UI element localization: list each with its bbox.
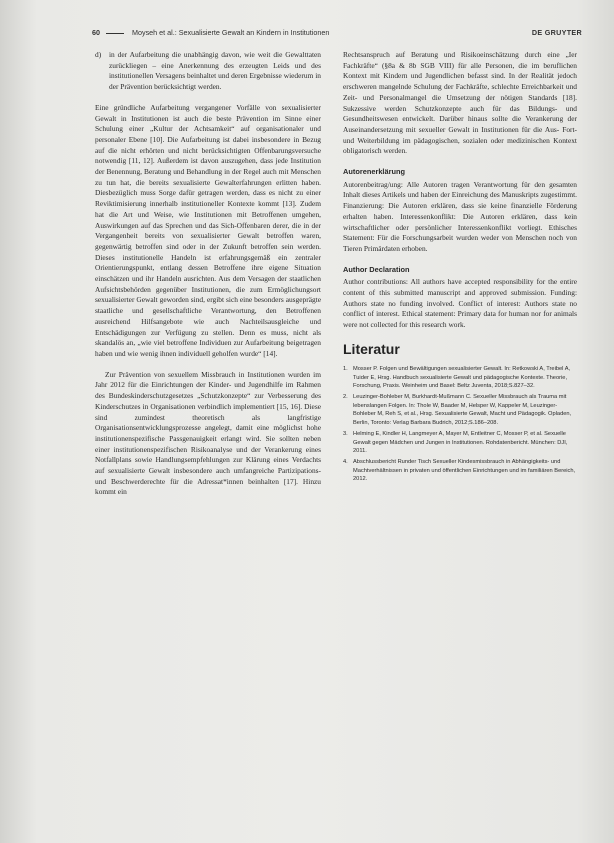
publisher-name: DE GRUYTER [531, 28, 582, 37]
reference-number: 3. [343, 430, 348, 437]
list-item-d [95, 50, 321, 93]
reference-item [343, 430, 577, 456]
body-paragraph: Zur Prävention von sexuellem Missbrauch in Institutionen wurden im Jahr 2012 für die Einrichtungen der Kinder- und Jugendhilfe im Rahmen des Bundeskinderschutzgesetzes „Schutzkonzepte“ zur Verbesserung des Kinderschutzes in Organisationen verbindlich implementiert [15, 16]. Diese sind zumindest theoretisch als langfristige Organisationsentwicklungsprozesse angelegt, damit eine möglichst hohe institutionenspezifische Passgenauigkeit erlangt wird. Sie sollten neben einer institutionenspezifischen Risikoanalyse und der Verankerung eines Notfallplans sowie Handlungsempfehlungen zur Klärung eines Verdachts auf sexualisierte Gewalt insbesondere auch umfangreiche Partizipations- und Beschwerderechte für die Adressat*innen beinhalten [17]. Hinzu kommt ein [95, 369, 321, 497]
declaration-paragraph-en: Author contributions: All authors have accepted responsibility for the entire content of this submitted manuscript and approved submission. Funding: Authors state no funding involved. Conflict of interest: Authors state no conflict of interest. Ethical statement: Primary data for human nor for animals were not collected for this research work. [343, 277, 577, 330]
reference-item [343, 393, 577, 428]
page-number: 60 [92, 28, 100, 37]
reference-text: Helming E, Kindler H, Langmeyer A, Mayer M, Entleitner C, Mosser P, et al. Sexuelle Gewalt gegen Mädchen und Jungen in Institutionen. Rohdatenbericht. München: DJI, 2011. [353, 430, 568, 455]
section-heading-literatur: Literatur [343, 340, 400, 357]
reference-list [343, 365, 577, 484]
reference-number: 2. [343, 393, 348, 400]
list-item-text: in der Aufarbeitung die unabhängig davon, wie weit die Gewalttaten zurückliegen – eine Anerkennung des erzeugten Leids und des institutionellen Versagens beinhaltet und deren Ergebnisse wiederum in der Prävention berücksichtigt werden. [109, 50, 321, 92]
left-column [95, 50, 321, 508]
body-paragraph: Eine gründliche Aufarbeitung vergangener Vorfälle von sexualisierter Gewalt in Institutionen ist auch die beste Prävention im Sinne einer Schulung einer „Kultur der Achtsamkeit“ auf organisationaler und personaler Ebene [10]. Die Aufarbeitung ist dabei insbesondere in Bezug auf die nicht erhörten und nicht berücksichtigten Offenbarungsversuche notwendig [11, 12]. Außerdem ist davon auszugehen, dass jede Institution der Benennung, Beratung und Behandlung in der Regel auch mit Menschen zu tun hat, die bereits sexualisierte Gewalterfahrungen erlitten haben. Diesbezüglich muss Sorge dafür getragen werden, dass es nicht zu einer Reviktimisierung innerhalb institutioneller Kontexte kommt [13]. Zudem hat die Art und Weise, wie Institutionen mit Betroffenen umgehen, Auswirkungen auf das Sprechen und das Sich-Offenbaren derer, die in der Vergangenheit bereits von sexualisierter Gewalt betroffen waren, gegenwärtig betroffen sind oder in der Zukunft betroffen sein werden. Dieses institutionelle Handeln ist erfahrungsgemäß ein zentraler Orientierungspunkt, entlang dessen Betroffene ihre eigene Situation einschätzen und ihr Handeln ausrichten. Aus dem Versagen der staatlichen Aufsichtsbehörden gegenüber Institutionen, die zum Ermöglichungsort sexualisierter Gewalt geworden sind, ergibt sich eine besonders ausgeprägte staatliche und gesellschaftliche Verantwortung, den Betroffenen ausreichend Hilfsangebote wie auch Nachteilsausgleiche und Entschädigungen zur Verfügung zu stellen. Denn es muss, nicht als skandalös an, „wie viel betroffene Individuen zur Aufarbeitung beigetragen haben und wie wenig ihnen individuell geholfen wurde“ [14]. [95, 102, 321, 358]
declaration-paragraph-de: Autorenbeitrag/ung: Alle Autoren tragen Verantwortung für den gesamten Inhalt dieses Artikels und haben der Einreichung des Manuskripts zugestimmt. Finanzierung: Die Autoren erklären, dass sie keine finanzielle Förderung erhalten haben. Interessenkonflikt: Die Autoren erklären, dass kein wirtschaftlicher oder persönlicher Interessenkonflikt vorliegt. Ethisches Statement: Für die Forschungsarbeit wurden weder von Menschen noch von Tieren Primärdaten erhoben. [343, 179, 577, 253]
list-item-label: d) [95, 50, 102, 59]
reference-text: Leuzinger-Bohleber M, Burkhardt-Mußmann C. Sexueller Missbrauch als Trauma mit lebenslangen Folgen. In: Thole W, Baader M, Helsper W, Kappeler M, Leuzinger-Bohleber M, Reh S, et al., Hrsg. Sexualisierte Gewalt, Macht und Pädagogik. Opladen, Berlin, Toronto: Verlag Barbara Budrich, 2012;S.186–208. [353, 393, 572, 427]
section-heading-author-declaration: Author Declaration [343, 264, 410, 274]
body-paragraph: Rechtsanspruch auf Beratung und Risikoeinschätzung durch eine „Ier Fachkräfte“ (§8a & 8b SGB VIII) für alle Personen, die im beruflichen Kontext mit Kindern und Jugendlichen befasst sind. In der Realität jedoch erschweren mangelnde Schulung der Fachkräfte, schlechte Erreichbarkeit und Zeit- und Personalmangel die Umsetzung der nötigen Standards [18]. Sukzessive werden Schutzkonzepte auch für das Bildungs- und Gesundheitswesen entwickelt. Darüber hinaus sollte die Verankerung der Auseinandersetzung mit sexueller Gewalt in Institutionen für die Aus- Fort- und Weiterbildung im pädagogischen, sozialen oder medizinischen Kontext obligatorisch werden. [343, 50, 577, 156]
header-rule [106, 33, 124, 34]
right-column [343, 50, 577, 486]
reference-number: 1. [343, 365, 348, 372]
reference-item [343, 458, 577, 484]
running-title: Moyseh et al.: Sexualisierte Gewalt an Kindern in Institutionen [132, 28, 330, 37]
reference-text: Abschlussbericht Runder Tisch Sexueller Kindesmissbrauch in Abhängigkeits- und Machtverhältnissen in privaten und öffentlichen Einrichtungen und im familiären Bereich, 2012. [353, 458, 576, 483]
reference-item [343, 365, 577, 391]
reference-text: Mosser P. Folgen und Bewältigungen sexualisierter Gewalt. In: Retkowski A, Treibel A, Tuider E, Hrsg. Handbuch sexualisierte Gewalt und pädagogische Kontexte. Theorie, Forschung, Praxis. Weinheim und Basel: Beltz Juventa, 2018;S.827–32. [353, 365, 571, 390]
running-header [92, 28, 582, 40]
section-heading-autorenerklaerung: Autorenerklärung [343, 167, 406, 177]
reference-number: 4. [343, 458, 348, 465]
